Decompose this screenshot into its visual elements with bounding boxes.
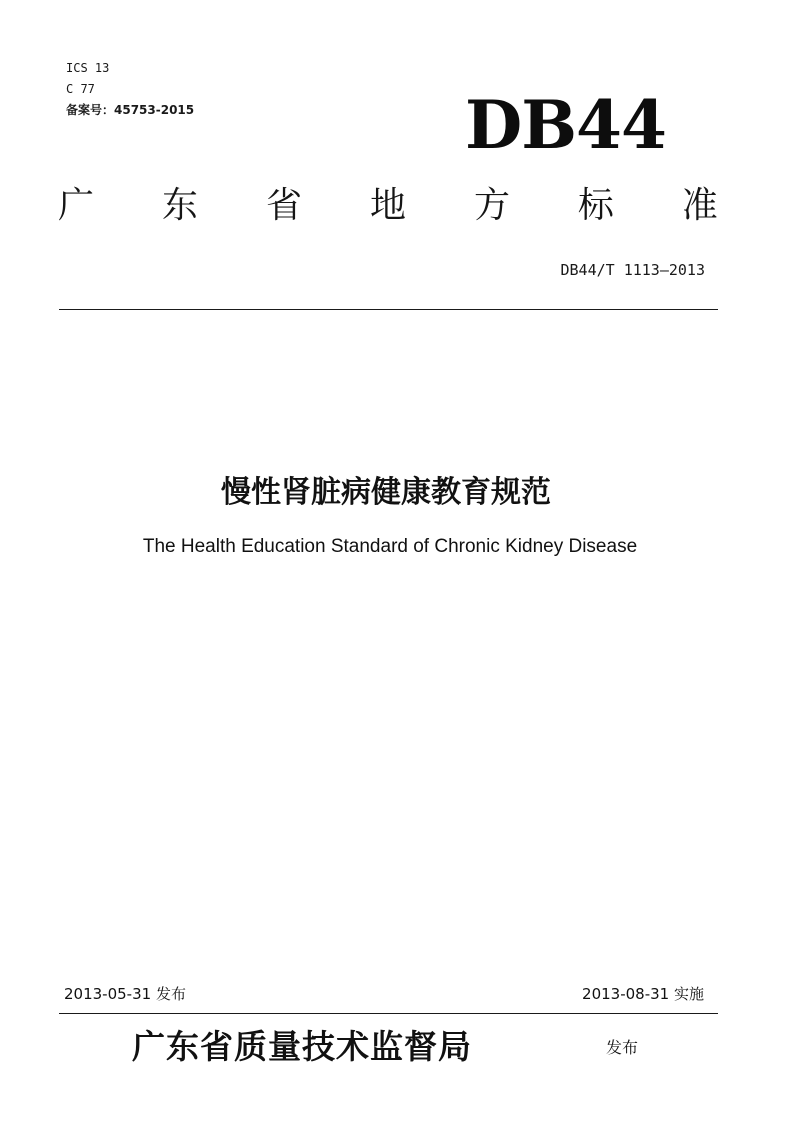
- issue-date: 2013-05-31 发布: [64, 985, 186, 1003]
- standard-number: DB44/T 1113—2013: [560, 261, 705, 279]
- standard-type-char: 方: [473, 185, 510, 226]
- implementation-date: 2013-08-31 实施: [582, 985, 704, 1003]
- issuer-action: 发布: [606, 1038, 639, 1057]
- standard-type-char: 标: [577, 185, 614, 226]
- standard-type-char: 广: [58, 185, 95, 226]
- standard-type-char: 省: [265, 185, 302, 226]
- standard-type-heading: [58, 180, 718, 232]
- standard-type-char: 东: [161, 185, 198, 226]
- ccs-code: C 77: [66, 82, 95, 96]
- issuer-name: 广东省质量技术监督局: [132, 1027, 472, 1066]
- bottom-divider: [59, 1013, 718, 1014]
- title-english: The Health Education Standard of Chronic Kidney Disease: [142, 536, 638, 557]
- title-chinese: 慢性肾脏病健康教育规范: [221, 475, 551, 510]
- standard-type-char: 准: [681, 185, 718, 226]
- record-number: 备案号：45753-2015: [66, 103, 195, 117]
- standard-type-char: 地: [369, 185, 406, 226]
- db-mark: DB44: [465, 86, 666, 164]
- top-divider: [59, 309, 718, 310]
- ics-code: ICS 13: [66, 61, 110, 75]
